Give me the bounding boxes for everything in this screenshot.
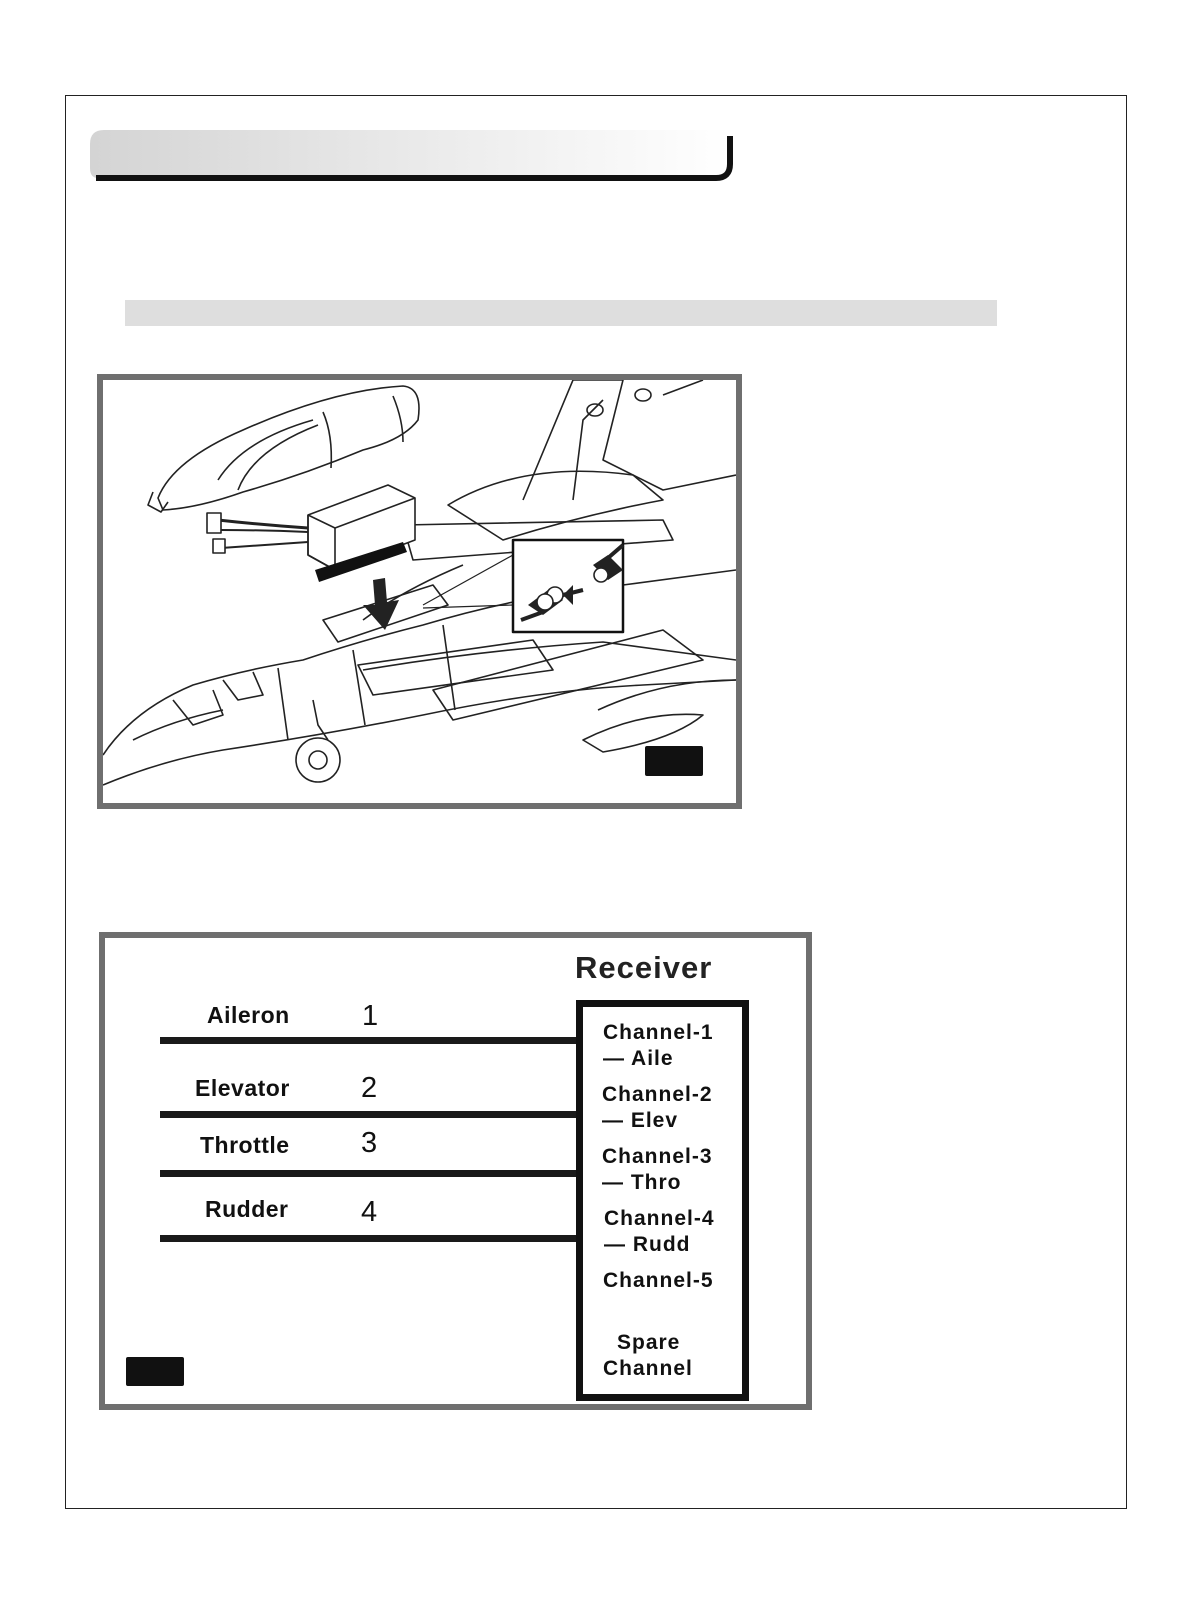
wire-label-rudder: Rudder [205, 1196, 289, 1222]
wire-rudder [160, 1235, 580, 1242]
channel-4: Channel-4 — Rudd [604, 1207, 715, 1256]
channel-5: Channel-5 [603, 1269, 714, 1292]
aircraft-line-drawing [103, 380, 736, 803]
channel-2: Channel-2 — Elev [602, 1083, 713, 1132]
section-header-tab [90, 128, 740, 184]
wire-number-1: 1 [362, 1000, 379, 1032]
fuselage [103, 570, 736, 755]
receiver-box [576, 1000, 749, 1401]
wire-number-4: 4 [361, 1196, 378, 1228]
spare-channel: Spare Channel [603, 1331, 693, 1380]
battery-installation-figure [97, 374, 742, 809]
insert-arrow [363, 578, 399, 630]
receiver-wiring-figure [99, 932, 812, 1410]
channel-1: Channel-1 — Aile [603, 1021, 714, 1070]
wire-label-throttle: Throttle [200, 1132, 290, 1158]
landing-wheel [296, 738, 340, 782]
wire-elevator [160, 1111, 580, 1118]
wire-number-3: 3 [361, 1127, 378, 1159]
receiver-title: Receiver [575, 950, 713, 985]
channel-3: Channel-3 — Thro [602, 1145, 713, 1194]
wire-aileron [160, 1037, 580, 1044]
wire-throttle [160, 1170, 580, 1177]
figure-tag [126, 1357, 184, 1386]
wing [523, 380, 736, 500]
wire-label-aileron: Aileron [207, 1002, 290, 1028]
figure-tag [645, 746, 703, 776]
wire-number-2: 2 [361, 1072, 378, 1104]
section-bar [125, 300, 997, 326]
wire-label-elevator: Elevator [195, 1075, 290, 1101]
